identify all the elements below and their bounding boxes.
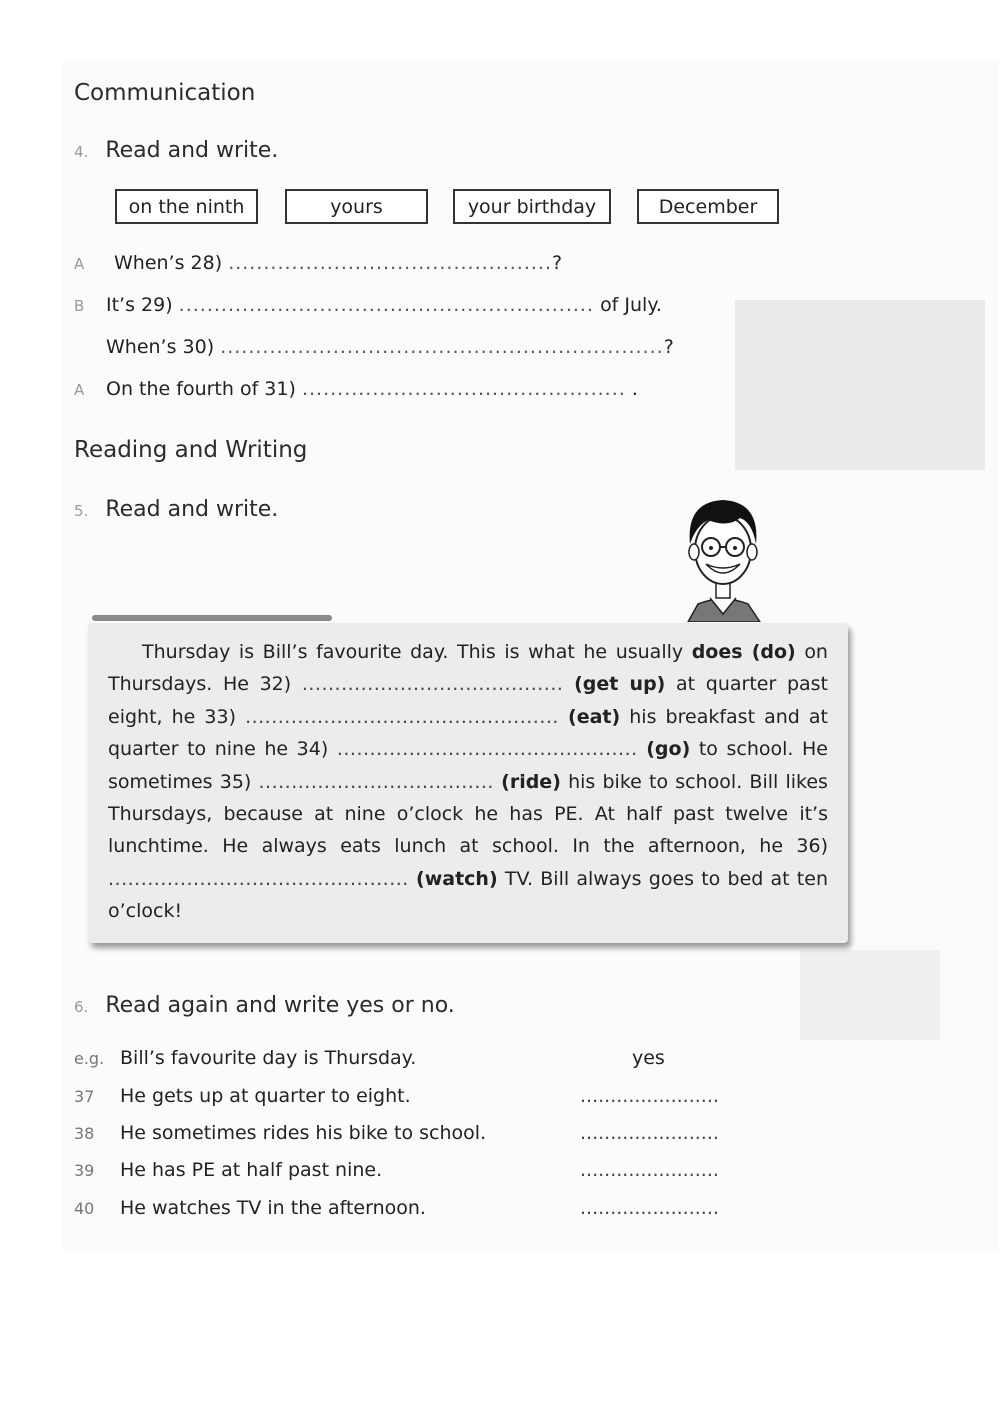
dialogue-line-28	[74, 252, 562, 274]
story-sentence: TV. Bill always goes to bed at ten o’clock!	[108, 867, 828, 923]
reading-task	[74, 497, 278, 522]
task-number: 5.	[74, 502, 89, 520]
answer-blank-34[interactable]: ..............................................	[336, 738, 638, 761]
question-row	[74, 1085, 411, 1107]
bleed-through-shape	[735, 300, 985, 470]
dialogue-text: It’s 29)	[106, 294, 173, 316]
verb-prompt: (watch)	[416, 867, 498, 890]
task-title: Read again and write yes or no.	[105, 993, 455, 1018]
story-sentence: at quarter past eight, he 33)	[108, 673, 828, 728]
task-title: Read and write.	[105, 497, 279, 522]
communication-heading: Communication	[74, 80, 256, 106]
reading-writing-heading: Reading and Writing	[74, 437, 308, 463]
question-number: 40	[74, 1199, 95, 1218]
story-sentence: on Thursdays. He 32)	[108, 641, 828, 696]
dialogue-line-29	[74, 294, 662, 316]
question-number: 37	[74, 1087, 95, 1106]
question-text: Bill’s favourite day is Thursday.	[120, 1047, 417, 1069]
dialogue-text: When’s 28)	[114, 252, 223, 274]
bleed-through-shape	[800, 950, 940, 1040]
question-text: He gets up at quarter to eight.	[120, 1085, 411, 1107]
question-row	[74, 1047, 416, 1069]
communication-task	[74, 138, 278, 163]
task-number: 6.	[74, 998, 89, 1016]
dialogue-text: ?	[663, 336, 674, 358]
story-text	[108, 636, 828, 928]
question-row	[74, 1159, 382, 1181]
answer-blank-39[interactable]: .......................	[580, 1159, 719, 1181]
story-sentence: his bike to school. Bill likes Thursdays, because at nine o’clock he has PE. At half past twelve it’s lunchtime. He always eats lunch at school. In the afternoon, he 36)	[108, 770, 828, 858]
question-row	[74, 1197, 426, 1219]
task-number: 4.	[74, 143, 89, 161]
question-text: He has PE at half past nine.	[120, 1159, 383, 1181]
dialogue-text: When’s 30)	[106, 336, 215, 358]
answer-blank-35[interactable]: ....................................	[258, 770, 494, 793]
answer-blank-37[interactable]: .......................	[580, 1085, 719, 1107]
word-box-option: on the ninth	[115, 189, 258, 224]
dialogue-text: .	[631, 378, 638, 400]
question-text: He watches TV in the afternoon.	[120, 1197, 426, 1219]
example-answer: does (do)	[691, 641, 796, 663]
story-sentence: Thursday is Bill’s favourite day. This is what he usually	[142, 641, 684, 663]
question-number: 39	[74, 1161, 95, 1180]
answer-blank-33[interactable]: ................................................	[245, 705, 559, 728]
question-number: e.g.	[74, 1049, 105, 1068]
verb-prompt: (ride)	[501, 770, 561, 793]
verb-prompt: (go)	[646, 738, 691, 761]
story-sentence: to school. He sometimes 35)	[108, 738, 828, 793]
speaker-marker: B	[74, 297, 85, 315]
answer-blank-30[interactable]: ...............................................................	[220, 336, 664, 358]
answer-blank-32[interactable]: ........................................	[301, 673, 564, 696]
story-sentence: his breakfast and at quarter to nine he 34)	[108, 705, 828, 761]
answer-example: yes	[632, 1047, 665, 1069]
dialogue-text: of July.	[600, 294, 662, 316]
answer-blank-36[interactable]: ..............................................	[108, 867, 409, 890]
answer-blank-31[interactable]: ..............................................	[301, 378, 626, 400]
word-box-option: your birthday	[453, 189, 611, 224]
question-text: He sometimes rides his bike to school.	[120, 1122, 487, 1144]
question-number: 38	[74, 1124, 95, 1143]
panel-top-edge	[92, 615, 332, 621]
word-box-option: yours	[285, 189, 428, 224]
answer-blank-29[interactable]: ...........................................................	[178, 294, 595, 316]
speaker-marker: A	[74, 381, 85, 399]
dialogue-line-30	[106, 336, 674, 358]
dialogue-text: ?	[552, 252, 563, 274]
dialogue-text: On the fourth of 31)	[106, 378, 296, 400]
speaker-marker: A	[74, 255, 85, 273]
word-box-option: December	[637, 189, 779, 224]
yes-no-task	[74, 993, 455, 1018]
answer-blank-40[interactable]: .......................	[580, 1197, 719, 1219]
bill-avatar-illustration	[668, 492, 778, 622]
answer-blank-38[interactable]: .......................	[580, 1122, 719, 1144]
verb-prompt: (eat)	[568, 705, 621, 728]
dialogue-line-31	[74, 378, 638, 400]
verb-prompt: (get up)	[574, 673, 666, 696]
question-row	[74, 1122, 486, 1144]
answer-blank-28[interactable]: ..............................................	[228, 252, 553, 274]
task-title: Read and write.	[105, 138, 279, 163]
